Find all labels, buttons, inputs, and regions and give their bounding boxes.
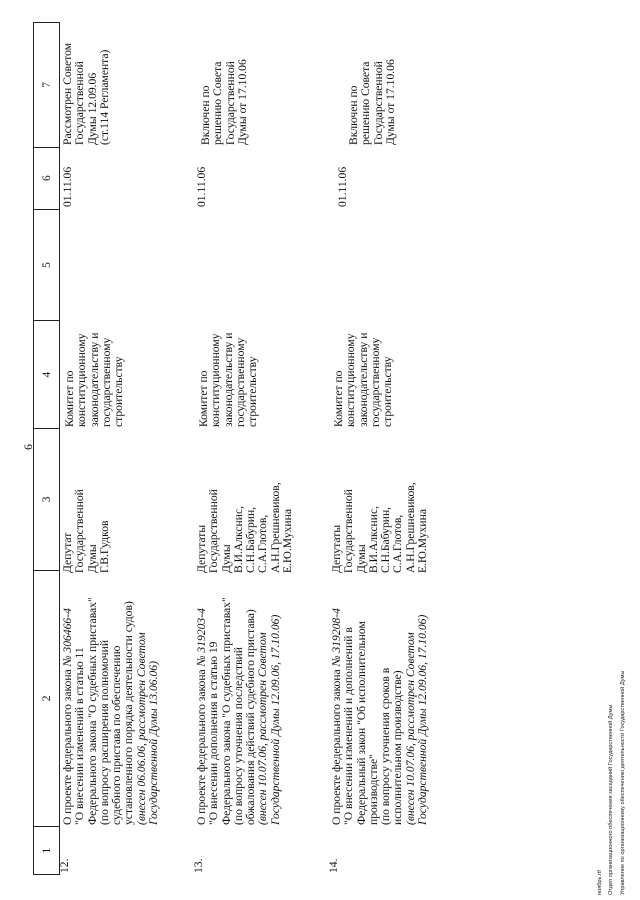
- text-line: (по вопросу расширения полномочий: [97, 639, 111, 825]
- text-line: Думы 12.09.06: [85, 72, 99, 145]
- footer-line: ноябрь.rtf: [597, 870, 603, 895]
- text-line: В.И.Алкснис,: [231, 505, 245, 573]
- text-line: Е.Ю.Мухина: [281, 509, 295, 573]
- text-line: Думы: [85, 544, 99, 573]
- cell-date: [62, 149, 74, 207]
- text-line: А.Н.Грешневиков,: [403, 482, 417, 573]
- column-number-cell: 4: [34, 320, 59, 428]
- cell-bill: [62, 573, 160, 825]
- text-line: решению Совета: [359, 61, 373, 145]
- text-line: конституционному: [75, 333, 89, 427]
- cell-committee: [198, 323, 259, 427]
- cell-status: [62, 25, 111, 145]
- text-line: С.Н.Бабурин,: [379, 506, 393, 573]
- page-footer: [595, 671, 629, 895]
- cell-committee: [333, 323, 394, 427]
- text-line: государственному: [368, 337, 382, 427]
- cell-initiators: [331, 430, 429, 573]
- column-number-cell: 2: [34, 570, 59, 826]
- text-line: решению Совета: [211, 61, 225, 145]
- text-line: "О внесении дополнения в статью 19: [207, 641, 221, 825]
- text-line: Включен по: [347, 85, 360, 145]
- text-line: Депутаты: [330, 524, 343, 573]
- text-line: О проекте федерального закона № 319203-4: [195, 608, 208, 825]
- text-line: Депутат: [61, 532, 74, 573]
- text-line: Государственной: [73, 61, 87, 145]
- text-line: 01.11.06: [195, 166, 208, 207]
- cell-bill: [331, 573, 429, 825]
- text-line: Депутаты: [195, 524, 208, 573]
- text-line: Государственной Думы 13.06.06): [147, 661, 161, 825]
- text-line: законодательству и: [356, 332, 370, 427]
- text-line: С.А.Глотов,: [391, 514, 405, 573]
- text-line: С.А.Глотов,: [256, 514, 270, 573]
- cell-initiators: [196, 430, 294, 573]
- text-line: О проекте федерального закона № 306466-4: [61, 608, 74, 825]
- text-line: В.И.Алкснис,: [366, 505, 380, 573]
- text-line: 01.11.06: [336, 166, 349, 207]
- text-line: Федеральный закон "Об исполнительном: [354, 621, 368, 825]
- text-line: (внесен 06.06.06, рассмотрен Советом: [134, 632, 148, 825]
- text-line: Думы от 17.10.06: [235, 59, 249, 145]
- text-line: (внесен 10.07.06, рассмотрен Советом: [403, 632, 417, 825]
- text-line: судебного пристава по обеспечению: [110, 645, 124, 825]
- text-line: установленного порядка деятельности судов): [122, 601, 136, 825]
- text-line: законодательству и: [87, 332, 101, 427]
- column-number-row: [33, 22, 60, 875]
- text-line: "О внесении изменений в статью 11: [73, 647, 87, 825]
- text-line: Федерального закона "О судебных приставах": [85, 597, 99, 825]
- text-line: А.Н.Грешневиков,: [268, 482, 282, 573]
- text-line: Комитет по: [332, 370, 345, 427]
- row-number: 12.: [58, 858, 71, 873]
- page-number: 6: [21, 444, 35, 450]
- text-line: конституционному: [209, 333, 223, 427]
- text-line: строительству: [112, 356, 126, 427]
- text-line: производстве": [366, 754, 380, 825]
- row-number: 13.: [192, 858, 205, 873]
- text-line: (по вопросу уточнения последствий: [231, 647, 245, 825]
- column-number-cell: 1: [34, 826, 59, 874]
- column-number-cell: 7: [40, 81, 53, 88]
- text-line: Государственной: [223, 61, 237, 145]
- row-number: 14.: [327, 858, 340, 873]
- text-line: О проекте федерального закона № 319208-4: [330, 608, 343, 825]
- cell-date: [196, 149, 208, 207]
- text-line: строительству: [246, 356, 260, 427]
- text-line: государственному: [99, 337, 113, 427]
- text-line: государственному: [233, 337, 247, 427]
- column-number-cell: 3: [34, 428, 59, 570]
- cell-committee: [64, 323, 125, 427]
- text-line: (ст.114 Регламента): [97, 49, 111, 145]
- cell-date: [337, 149, 349, 207]
- text-line: исполнительном производстве): [391, 670, 405, 825]
- cell-bill: [196, 573, 282, 825]
- text-line: Е.Ю.Мухина: [416, 509, 430, 573]
- text-line: (по вопросу уточнения сроков в: [379, 667, 393, 825]
- text-line: (внесен 10.07.06, рассмотрен Советом: [256, 632, 270, 825]
- text-line: Государственной: [73, 489, 87, 573]
- text-line: законодательству и: [221, 332, 235, 427]
- column-number-cell: 6: [34, 147, 59, 209]
- text-line: "О внесении изменений и дополнений в: [342, 627, 356, 825]
- text-line: обжалования действий судебного пристава): [244, 609, 258, 825]
- column-number-cell: 5: [34, 209, 59, 321]
- text-line: Думы от 17.10.06: [383, 59, 397, 145]
- text-line: Комитет по: [63, 370, 76, 427]
- text-line: Комитет по: [197, 370, 210, 427]
- text-line: С.Н.Бабурин,: [244, 506, 258, 573]
- cell-initiators: [62, 430, 111, 573]
- text-line: Федерального закона "О судебных приставах": [219, 597, 233, 825]
- text-line: 01.11.06: [61, 166, 74, 207]
- cell-status: [200, 25, 249, 145]
- footer-line: Отдел организационного обеспечения заседаний Государственной Думы: [608, 704, 615, 895]
- text-line: Государственной: [342, 489, 356, 573]
- text-line: Думы: [354, 544, 368, 573]
- text-line: Государственной Думы 12.09.06, 17.10.06): [268, 614, 282, 825]
- text-line: Г.В.Гудков: [97, 520, 111, 573]
- cell-status: [348, 25, 397, 145]
- text-line: строительству: [381, 356, 395, 427]
- text-line: Государственной Думы 12.09.06, 17.10.06): [416, 614, 430, 825]
- text-line: конституционному: [344, 333, 358, 427]
- footer-line: Управление по организационному обеспечению деятельности Государственной Думы: [619, 670, 626, 895]
- text-line: Государственной: [371, 61, 385, 145]
- text-line: Включен по: [199, 85, 212, 145]
- text-line: Рассмотрен Советом: [61, 42, 74, 145]
- text-line: Думы: [219, 544, 233, 573]
- text-line: Государственной: [207, 489, 221, 573]
